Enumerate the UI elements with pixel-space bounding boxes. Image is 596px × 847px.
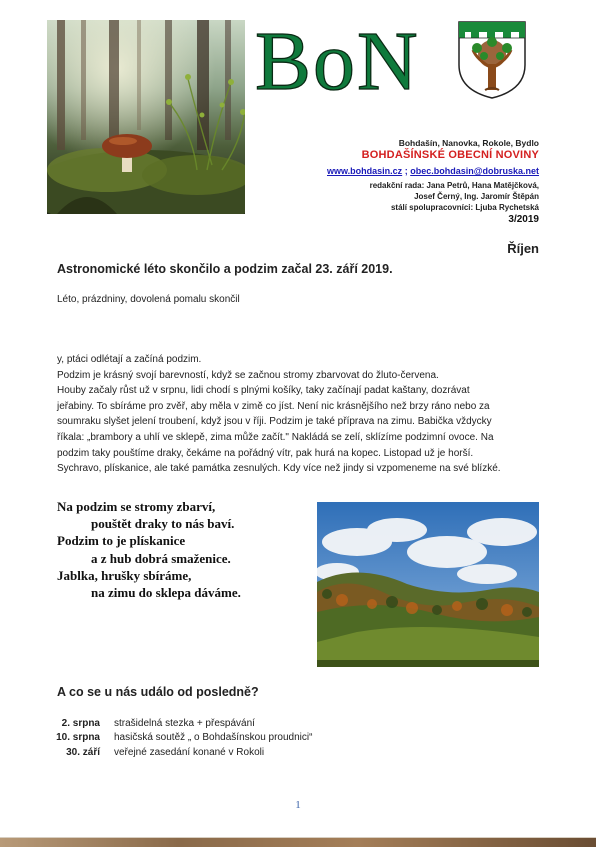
forest-mushroom-photo [47,20,245,214]
body-line: y, ptáci odlétají a začíná podzim. [57,354,202,365]
body-line: soumraku slyšet jelení troubení, když jsou v říji. Podzim je také příprava na zimu. Babička vždycky [57,416,492,428]
event-date: 10. srpna [56,732,100,744]
poem-line: na zimu do sklepa dáváme. [91,585,241,601]
masthead-links [327,166,539,176]
poem-line: Podzim to je plískanice [57,533,186,549]
poem-line: pouštět draky to nás baví. [91,516,235,532]
event-date: 30. září [66,746,100,758]
article-body [57,352,541,477]
autumn-hills-photo [317,502,539,667]
event-description: veřejné zasedání konané v Rokoli [114,746,265,758]
newspaper-title: BoN [255,15,420,108]
issue-month: Říjen [507,241,539,256]
body-line: Podzim je krásný svojí barevností, když se začnou stromy zbarvovat do žluto-červena. [57,369,439,381]
masthead-paper-name: BOHDAŠÍNSKÉ OBECNÍ NOVINY [361,149,539,161]
article-lead: Léto, prázdniny, dovolená pomalu skončil [57,294,240,305]
body-line: Sychravo, plískanice, ale také památka zesnulých. Kdy více než jindy si vzpomeneme na své blízké. [57,463,501,475]
page-number: 1 [295,799,301,811]
poem-line: Jablka, hrušky sbíráme, [57,567,192,583]
events-list [50,716,312,760]
event-row [50,745,312,760]
body-line: podzim taky pouštíme draky, čekáme na pořádný vítr, pak hurá na kopec. Listopad už je horší. [57,447,474,459]
body-line: říkala: „brambory a uhlí ve sklepě, zima může začít." Nakládá se zelí, sklízíme podzimní ovoce. Na [57,431,494,443]
event-date: 2. srpna [61,717,100,729]
event-row [50,716,312,731]
coat-of-arms-icon [457,20,527,100]
event-description: strašidelná stezka + přespávání [114,717,255,729]
issue-number: 3/2019 [508,214,539,225]
poem-line: a z hub dobrá smaženice. [91,550,231,566]
body-line: Houby začaly růst už v srpnu, lidi chodí s plnými košíky, taky začínají padat kaštany, dozrávat [57,385,470,397]
link-separator: ; [402,166,408,176]
masthead-editors: redakční rada: Jana Petrů, Hana Matějčková, [369,181,539,190]
email-link[interactable]: obec.bohdasin@dobruska.net [410,166,539,176]
masthead-editors-cont: Josef Černý, Ing. Jaromír Štěpán [414,192,539,201]
article-headline: Astronomické léto skončilo a podzim začal 23. září 2019. [57,262,393,276]
events-heading: A co se u nás událo od posledně? [57,685,259,699]
body-line: jeřabiny. To sbíráme pro zvěř, aby měla v zimě co jíst. Není nic krásnějšího než brzy ráno nebo za [57,400,490,412]
poem [57,498,241,601]
website-link[interactable]: www.bohdasin.cz [327,166,403,176]
masthead-collaborator: stálí spolupracovníci: Ljuba Rychetská [390,203,539,212]
masthead-places: Bohdašín, Nanovka, Rokole, Bydlo [398,138,539,148]
poem-line: Na podzim se stromy zbarví, [57,499,216,514]
event-row [50,731,312,746]
event-description: hasičská soutěž „ o Bohdašínskou proudnici“ [114,732,313,744]
